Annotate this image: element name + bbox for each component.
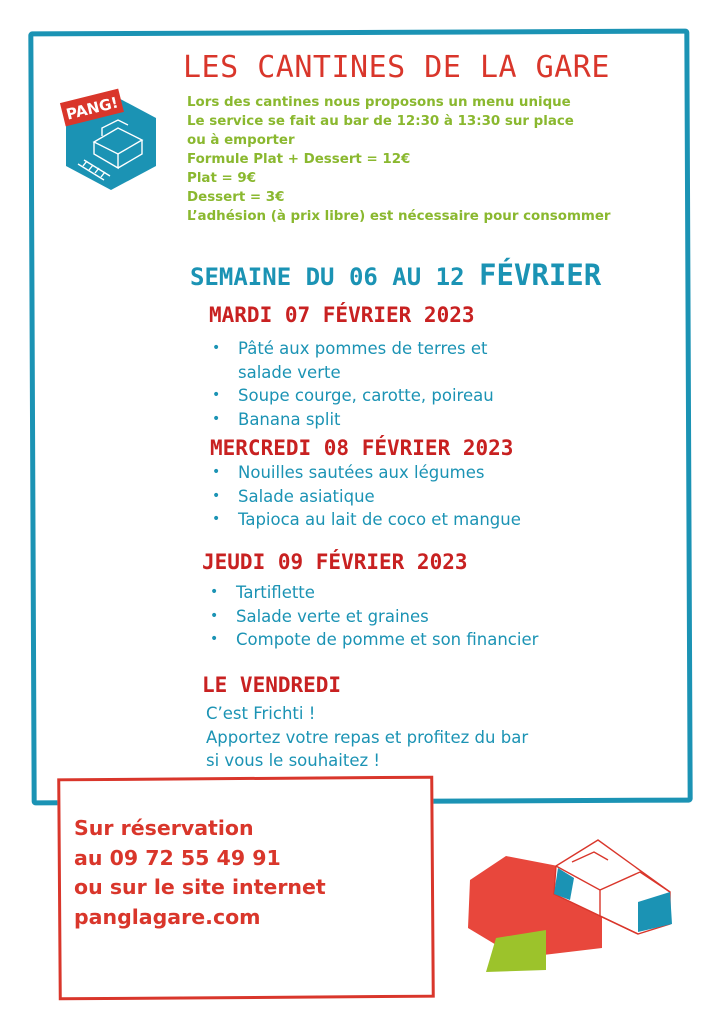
logo-text: PANG! <box>64 93 121 124</box>
day-title-tuesday: MARDI 07 FÉVRIER 2023 <box>209 303 475 327</box>
menu-item-continued <box>208 361 494 385</box>
friday-line: Apportez votre repas et profitez du bar <box>206 727 529 747</box>
reservation-info <box>74 814 326 932</box>
week-range: SEMAINE DU 06 AU 12 <box>190 263 479 291</box>
menu-item: • Salade asiatique <box>208 485 521 509</box>
menu-item: • Soupe courge, carotte, poireau <box>208 384 494 408</box>
intro-line: ou à emporter <box>187 133 295 148</box>
week-month: FÉVRIER <box>478 258 602 292</box>
decorative-blocks-illustration <box>462 832 682 992</box>
page-title: LES CANTINES DE LA GARE <box>183 50 610 85</box>
intro-line: L’adhésion (à prix libre) est nécessaire pour consommer <box>187 209 611 224</box>
intro-line: Plat = 9€ <box>187 171 257 186</box>
menu-item: • Pâté aux pommes de terres et <box>208 337 494 361</box>
menu-item: • Tartiflette <box>206 581 538 605</box>
menu-thursday <box>206 581 538 652</box>
friday-line: C’est Frichti ! <box>206 704 316 723</box>
friday-line: si vous le souhaitez ! <box>206 751 381 770</box>
menu-item: • Nouilles sautées aux légumes <box>208 461 521 485</box>
menu-wednesday <box>208 461 521 532</box>
menu-item: • Tapioca au lait de coco et mangue <box>208 508 521 532</box>
reservation-line: Sur réservation <box>74 816 254 840</box>
menu-item: • Banana split <box>208 408 494 432</box>
menu-tuesday <box>208 337 494 431</box>
intro-line: Le service se fait au bar de 12:30 à 13:30 sur place <box>187 114 574 129</box>
pang-logo <box>56 82 166 192</box>
reservation-line: ou sur le site internet <box>74 875 326 899</box>
menu-item-text: salade verte <box>238 362 341 382</box>
friday-text <box>206 702 528 773</box>
day-title-wednesday: MERCREDI 08 FÉVRIER 2023 <box>210 436 514 460</box>
menu-item: • Salade verte et graines <box>206 605 538 629</box>
day-title-friday: LE VENDREDI <box>202 673 342 697</box>
week-heading <box>190 258 601 292</box>
intro-line: Dessert = 3€ <box>187 190 285 205</box>
intro-line: Formule Plat + Dessert = 12€ <box>187 152 411 167</box>
day-title-thursday: JEUDI 09 FÉVRIER 2023 <box>202 550 468 574</box>
reservation-phone[interactable]: au 09 72 55 49 91 <box>74 845 281 870</box>
intro-line: Lors des cantines nous proposons un menu unique <box>187 95 571 110</box>
reservation-website-link[interactable]: panglagare.com <box>74 904 261 929</box>
intro-info <box>187 93 611 226</box>
menu-item: • Compote de pomme et son financier <box>206 628 538 652</box>
